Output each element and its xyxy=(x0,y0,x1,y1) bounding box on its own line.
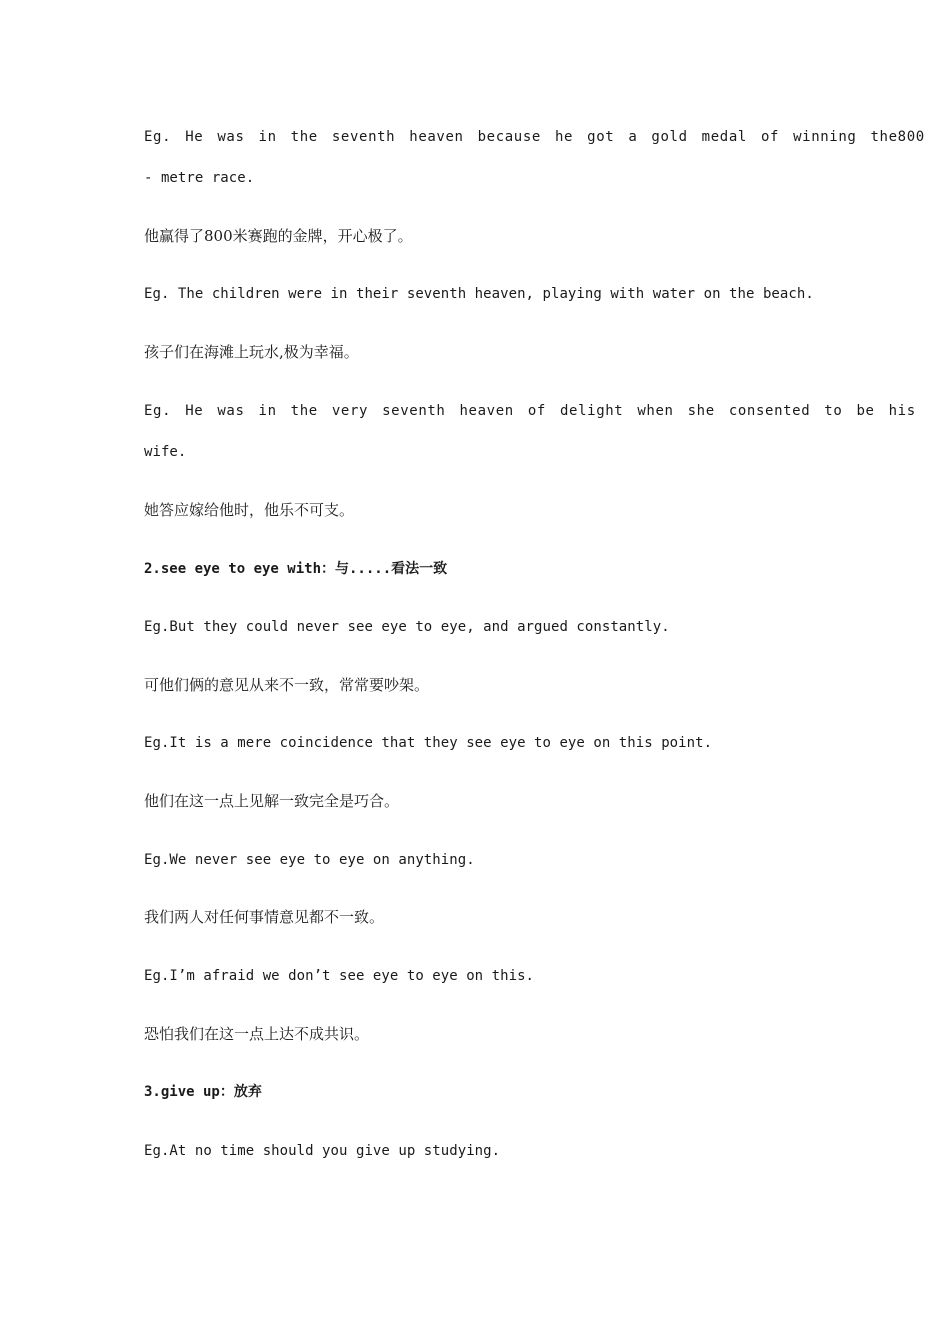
example-sentence-continued: wife. xyxy=(144,444,187,460)
translation: 他赢得了800米赛跑的金牌，开心极了。 xyxy=(144,227,413,245)
translation: 他们在这一点上见解一致完全是巧合。 xyxy=(144,792,400,810)
translation: 恐怕我们在这一点上达不成共识。 xyxy=(144,1025,370,1043)
example-sentence: Eg.At no time should you give up studying. xyxy=(144,1143,501,1159)
translation: 她答应嫁给他时，他乐不可支。 xyxy=(144,501,355,519)
example-sentence: Eg. The children were in their seventh heaven, playing with water on the beach. xyxy=(144,286,814,302)
section-heading: 3.give up：放弃 xyxy=(144,1084,262,1100)
translation: 可他们俩的意见从来不一致，常常要吵架。 xyxy=(144,676,430,694)
translation: 我们两人对任何事情意见都不一致。 xyxy=(144,908,385,926)
example-sentence-continued: - metre race. xyxy=(144,170,255,186)
example-sentence: Eg.I’m afraid we don’t see eye to eye on this. xyxy=(144,968,535,984)
example-sentence: Eg. He was in the very seventh heaven of delight when she consented to be his xyxy=(144,403,916,419)
example-sentence: Eg. He was in the seventh heaven because he got a gold medal of winning the800 xyxy=(144,129,925,145)
translation: 孩子们在海滩上玩水,极为幸福。 xyxy=(144,343,359,361)
section-heading: 2.see eye to eye with：与.....看法一致 xyxy=(144,561,448,577)
example-sentence: Eg.We never see eye to eye on anything. xyxy=(144,852,475,868)
example-sentence: Eg.But they could never see eye to eye, and argued constantly. xyxy=(144,619,670,635)
example-sentence: Eg.It is a mere coincidence that they see eye to eye on this point. xyxy=(144,735,713,751)
